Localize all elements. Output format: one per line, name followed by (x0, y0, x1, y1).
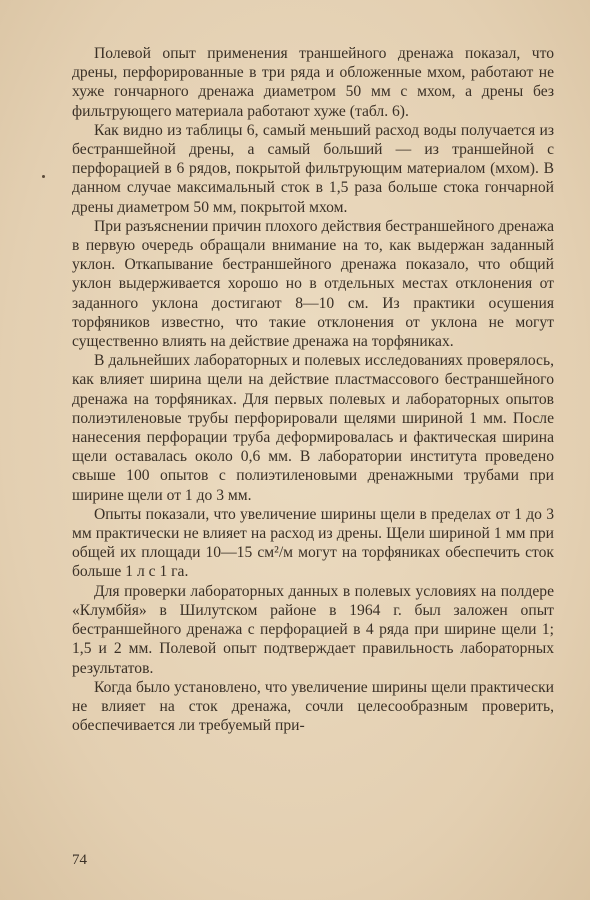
paragraph-5: Опыты показали, что увеличение ширины щели в пределах от 1 до 3 мм практически не влияет на расход из дрены. Щели шириной 1 мм при общей их площади 10—15 см²/м могут на торфяниках обеспечить сток больше 1 л с 1 га. (72, 505, 554, 581)
paragraph-6: Для проверки лабораторных данных в полевых условиях на полдере «Клумбйя» в Шилутском районе в 1964 г. был заложен опыт бестраншейного дренажа с перфорацией в 4 ряда при ширине щели 1; 1,5 и 2 мм. Полевой опыт подтверждает правильность лабораторных результатов. (72, 582, 554, 677)
paragraph-7: Когда было установлено, что увеличение ширины щели практически не влияет на сток дренажа, сочли целесообразным проверить, обеспечивается ли требуемый при- (72, 678, 554, 735)
paragraph-1: Полевой опыт применения траншейного дренажа показал, что дрены, перфорированные в три ряда и обложенные мхом, работают не хуже гончарного дренажа диаметром 50 мм с мхом, а дрены без фильтрующего материала работают хуже (табл. 6). (72, 45, 554, 120)
page-number: 74 (72, 852, 87, 868)
paper-speck (42, 175, 45, 178)
paragraph-2: Как видно из таблицы 6, самый меньший расход воды получается из бестраншейной дрены, а самый больший — из траншейной с перфорацией в 6 рядов, покрытой фильтрующим материалом (мхом). В данном случае максимальный сток в 1,5 раза больше стока гончарной дрены диаметром 50 мм, покрытой мхом. (72, 121, 554, 216)
page-text-block (72, 44, 554, 844)
paragraph-3: При разъяснении причин плохого действия бестраншейного дренажа в первую очередь обращали внимание на то, как выдержан заданный уклон. Откапывание бестраншейного дренажа показало, что общий уклон выдерживается хорошо но в отдельных местах отклонения от заданного уклона достигают 8—10 см. Из практики осушения торфяников известно, что такие отклонения от уклона не могут существенно влиять на действие дренажа на торфяниках. (72, 217, 554, 351)
paragraph-4: В дальнейших лабораторных и полевых исследованиях проверялось, как влияет ширина щели на действие пластмассового бестраншейного дренажа на торфяниках. Для первых полевых и лабораторных опытов полиэтиленовые трубы перфорировали щелями шириной 1 мм. После нанесения перфорации труба деформировалась и фактическая ширина щели оставалась около 0,6 мм. В лаборатории института проведено свыше 100 опытов с полиэтиленовыми дренажными трубами при ширине щели от 1 до 3 мм. (72, 352, 554, 504)
